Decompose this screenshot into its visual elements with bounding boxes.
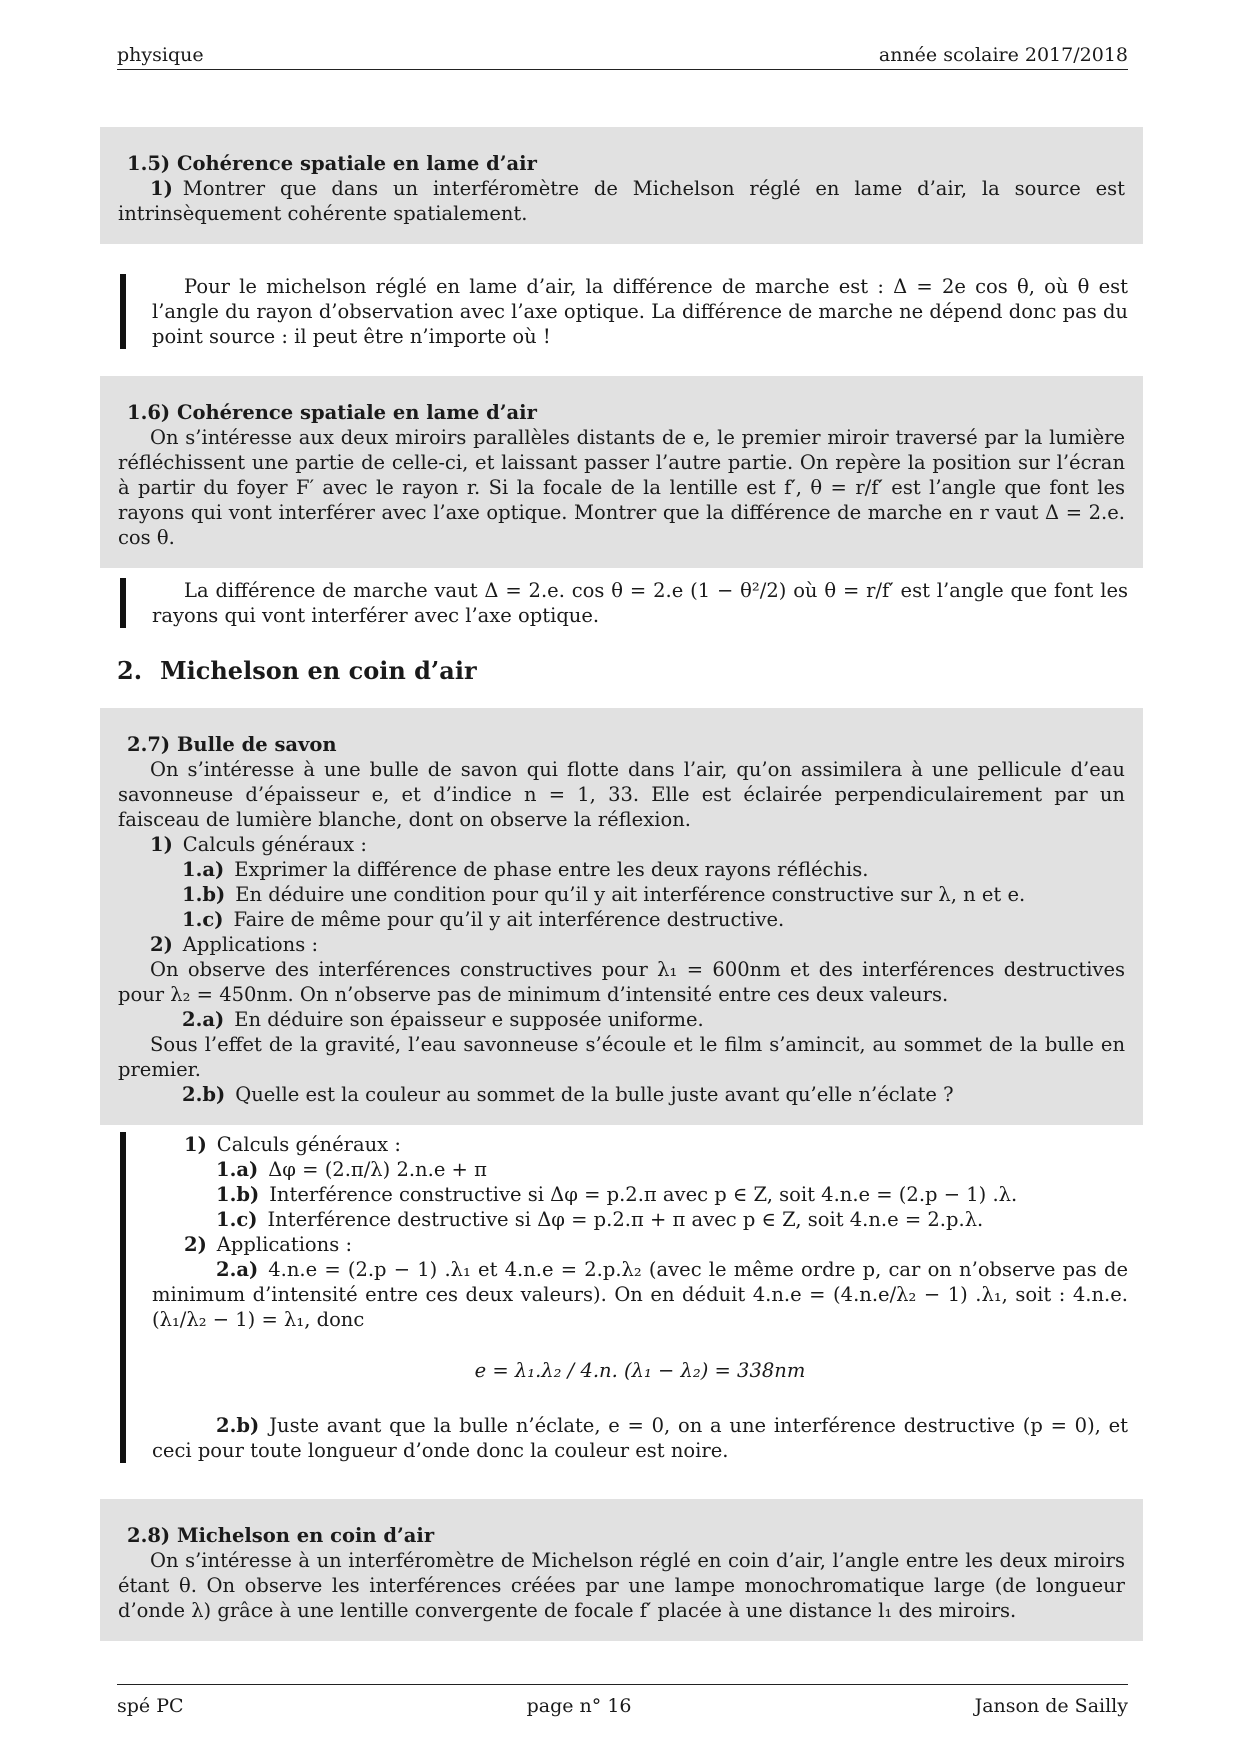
- answer-1: 1) Calculs généraux :: [184, 1133, 401, 1156]
- header-year: année scolaire 2017/2018: [878, 44, 1128, 66]
- exercise-title: 2.8) Michelson en coin d’air: [127, 1524, 435, 1547]
- page-header: [117, 40, 1128, 70]
- exercise-intro: On s’intéresse à une bulle de savon qui flotte dans l’air, qu’on assimilera à une pellicule d’eau savonneuse d’épaisseur e, et d’indice n = 1, 33. Elle est éclairée perpendiculairement par un faisceau de lumière blanche, dont on observe la réflexion.: [118, 758, 1125, 831]
- exercise-2-7: [100, 708, 1143, 1125]
- question-1: 1) Calculs généraux :: [150, 833, 367, 856]
- question-1c: 1.c) Faire de même pour qu’il y ait interférence destructive.: [182, 908, 785, 931]
- question-2b: 2.b) Quelle est la couleur au sommet de la bulle juste avant qu’elle n’éclate ?: [182, 1083, 954, 1106]
- exercise-2-8: [100, 1499, 1143, 1641]
- answer-1b: 1.b) Interférence constructive si Δφ = p.2.π avec p ∈ Z, soit 4.n.e = (2.p − 1) .λ.: [216, 1183, 1018, 1206]
- question-1b: 1.b) En déduire une condition pour qu’il y ait interférence constructive sur λ, n et e.: [182, 883, 1026, 906]
- thickness-equation: e = λ₁.λ₂ / 4.n. (λ₁ − λ₂) = 338nm: [474, 1359, 806, 1382]
- exercise-text: On s’intéresse aux deux miroirs parallèles distants de e, le premier miroir traversé par la lumière réfléchissent une partie de celle-ci, et laissant passer l’autre partie. On repère la position sur l’écran à partir du foyer F′ avec le rayon r. Si la focale de la lentille est f′, θ = r/f′ est l’angle que font les rayons qui vont interférer avec l’axe optique. Montrer que la différence de marche en r vaut Δ = 2.e. cos θ.: [118, 426, 1125, 549]
- question-2a: 2.a) En déduire son épaisseur e supposée uniforme.: [182, 1008, 704, 1031]
- header-subject: physique: [117, 44, 204, 66]
- answer-1c: 1.c) Interférence destructive si Δφ = p.2.π + π avec p ∈ Z, soit 4.n.e = 2.p.λ.: [216, 1208, 984, 1231]
- footer-class: spé PC: [117, 1695, 184, 1717]
- answer-text: La différence de marche vaut Δ = 2.e. cos θ = 2.e (1 − θ²/2) où θ = r/f′ est l’angle que font les rayons qui vont interférer avec l’axe optique.: [152, 579, 1128, 627]
- question-1: 1) Montrer que dans un interféromètre de Michelson réglé en lame d’air, la source est intrinsèquement cohérente spatialement.: [118, 177, 1125, 225]
- exercise-title: 1.6) Cohérence spatiale en lame d’air: [127, 401, 537, 424]
- answer-2: 2) Applications :: [184, 1233, 353, 1256]
- exercise-1-5: [100, 127, 1143, 244]
- exercise-text: On s’intéresse à un interféromètre de Michelson réglé en coin d’air, l’angle entre les deux miroirs étant θ. On observe les interférences créées par une lampe monochromatique large (de longueur d’onde λ) grâce à une lentille convergente de focale f′ placée à une distance l₁ des miroirs.: [118, 1549, 1125, 1622]
- question-2: 2) Applications :: [150, 933, 319, 956]
- section-number: 2.: [117, 656, 143, 685]
- exercise-title: 1.5) Cohérence spatiale en lame d’air: [127, 152, 537, 175]
- section-heading: [117, 656, 495, 685]
- page-footer: [117, 1684, 1128, 1717]
- question-2-mid: Sous l’effet de la gravité, l’eau savonneuse s’écoule et le film s’amincit, au sommet de la bulle en premier.: [118, 1033, 1125, 1081]
- answer-1a: 1.a) Δφ = (2.π/λ) 2.n.e + π: [216, 1158, 487, 1181]
- question-1a: 1.a) Exprimer la différence de phase entre les deux rayons réfléchis.: [182, 858, 869, 881]
- answer-2-7: [120, 1132, 1128, 1463]
- answer-2a: 2.a) 4.n.e = (2.p − 1) .λ₁ et 4.n.e = 2.p.λ₂ (avec le même ordre p, car on n’observe pas de minimum d’intensité entre ces deux valeurs). On en déduit 4.n.e = (4.n.e/λ₂ − 1) .λ₁, soit : 4.n.e. (λ₁/λ₂ − 1) = λ₁, donc: [152, 1258, 1128, 1331]
- answer-1-5: [120, 274, 1128, 349]
- answer-text: Pour le michelson réglé en lame d’air, la différence de marche est : Δ = 2e cos θ, où θ est l’angle du rayon d’observation avec l’axe optique. La différence de marche ne dépend donc pas du point source : il peut être n’importe où !: [152, 275, 1128, 348]
- footer-school: Janson de Sailly: [974, 1695, 1128, 1717]
- exercise-1-6: [100, 376, 1143, 568]
- section-title: Michelson en coin d’air: [160, 656, 477, 685]
- answer-1-6: [120, 578, 1128, 628]
- footer-page-number: page n° 16: [526, 1695, 632, 1717]
- answer-2b: 2.b) Juste avant que la bulle n’éclate, e = 0, on a une interférence destructive (p = 0), et ceci pour toute longueur d’onde donc la couleur est noire.: [152, 1414, 1128, 1462]
- exercise-title: 2.7) Bulle de savon: [127, 733, 337, 756]
- question-2-intro: On observe des interférences constructives pour λ₁ = 600nm et des interférences destructives pour λ₂ = 450nm. On n’observe pas de minimum d’intensité entre ces deux valeurs.: [118, 958, 1125, 1006]
